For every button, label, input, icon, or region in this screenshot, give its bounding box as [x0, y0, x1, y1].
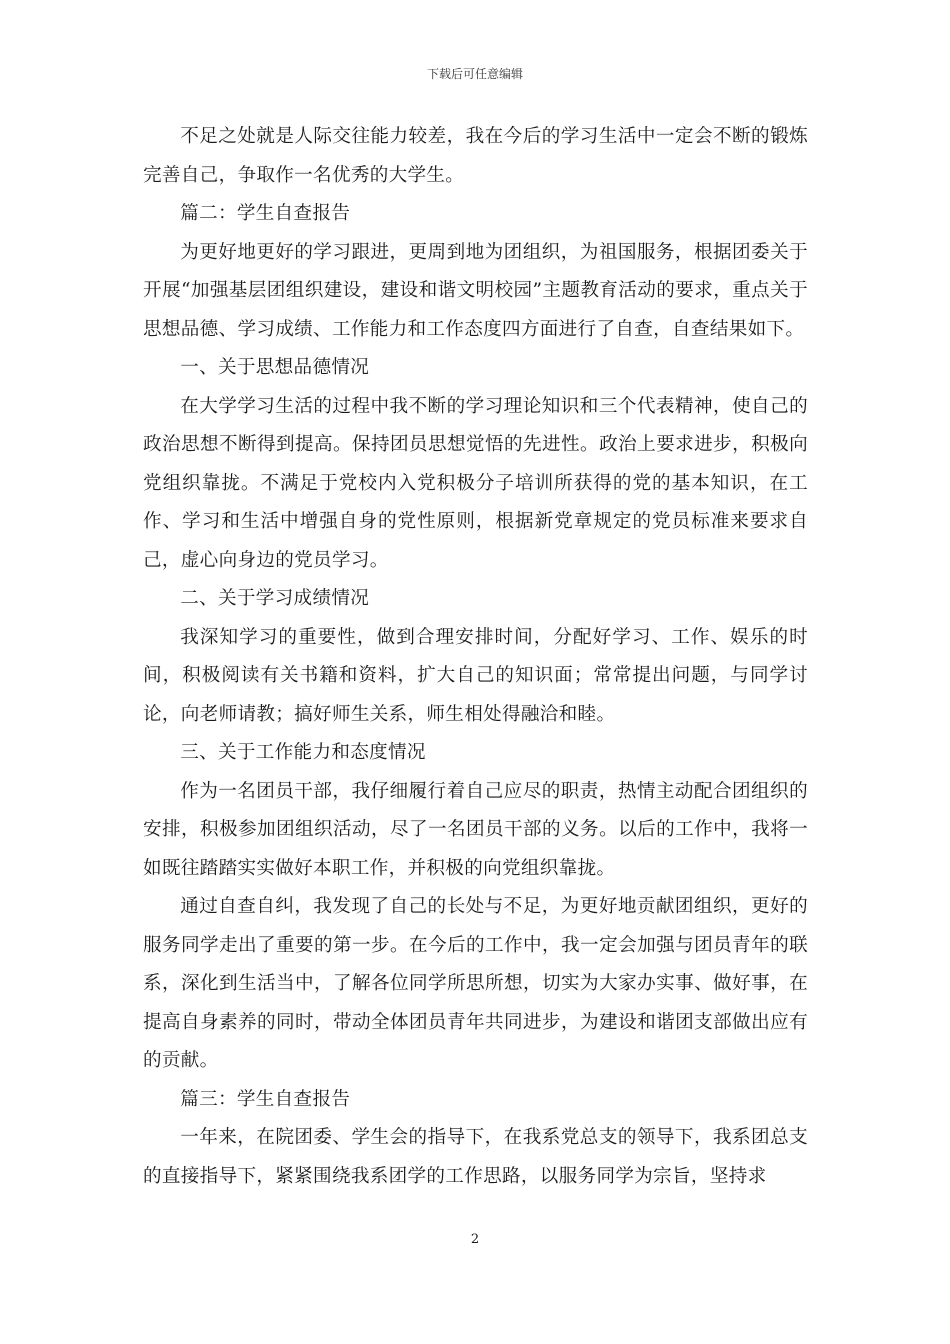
section-heading: 篇二：学生自查报告	[180, 203, 351, 224]
page-number: 2	[470, 1232, 480, 1247]
paragraph: 作为一名团员干部，我仔细履行着自己应尽的职责，热情主动配合团组织的安排，积极参加团组织活动，尽了一名团员干部的义务。以后的工作中，我将一如既往踏踏实实做好本职工作，并积极的向党组织靠拢。	[143, 780, 808, 879]
section-heading: 一、关于思想品德情况	[180, 357, 370, 378]
paragraph: 我深知学习的重要性，做到合理安排时间，分配好学习、工作、娱乐的时间，积极阅读有关书籍和资料，扩大自己的知识面；常常提出问题，与同学讨论，向老师请教；搞好师生关系，师生相处得融洽和睦。	[143, 626, 808, 725]
page-header: 下载后可任意编辑	[426, 67, 523, 81]
paragraph: 在大学学习生活的过程中我不断的学习理论知识和三个代表精神，使自己的政治思想不断得到提高。保持团员思想觉悟的先进性。政治上要求进步，积极向党组织靠拢。不满足于党校内入党积极分子培训所获得的党的基本知识，在工作、学习和生活中增强自身的党性原则，根据新党章规定的党员标准来要求自己，虚心向身边的党员学习。	[143, 395, 808, 571]
paragraph: 为更好地更好的学习跟进，更周到地为团组织，为祖国服务，根据团委关于开展“加强基层团组织建设，建设和谐文明校园”主题教育活动的要求，重点关于思想品德、学习成绩、工作能力和工作态度四方面进行了自查，自查结果如下。	[143, 241, 808, 340]
paragraph: 一年来，在院团委、学生会的指导下，在我系党总支的领导下，我系团总支的直接指导下，紧紧围绕我系团学的工作思路，以服务同学为宗旨，坚持求	[143, 1127, 808, 1187]
section-heading: 篇三：学生自查报告	[180, 1088, 351, 1110]
paragraph: 通过自查自纠，我发现了自己的长处与不足，为更好地贡献团组织，更好的服务同学走出了重要的第一步。在今后的工作中，我一定会加强与团员青年的联系，深化到生活当中，了解各位同学所思所想，切实为大家办实事、做好事，在提高自身素养的同时，带动全体团员青年共同进步，为建设和谐团支部做出应有的贡献。	[143, 896, 808, 1071]
paragraph: 不足之处就是人际交往能力较差，我在今后的学习生活中一定会不断的锻炼完善自己，争取作一名优秀的大学生。	[143, 126, 808, 186]
section-heading: 三、关于工作能力和态度情况	[180, 742, 426, 763]
section-heading: 二、关于学习成绩情况	[180, 588, 370, 609]
document-body	[143, 118, 808, 1196]
